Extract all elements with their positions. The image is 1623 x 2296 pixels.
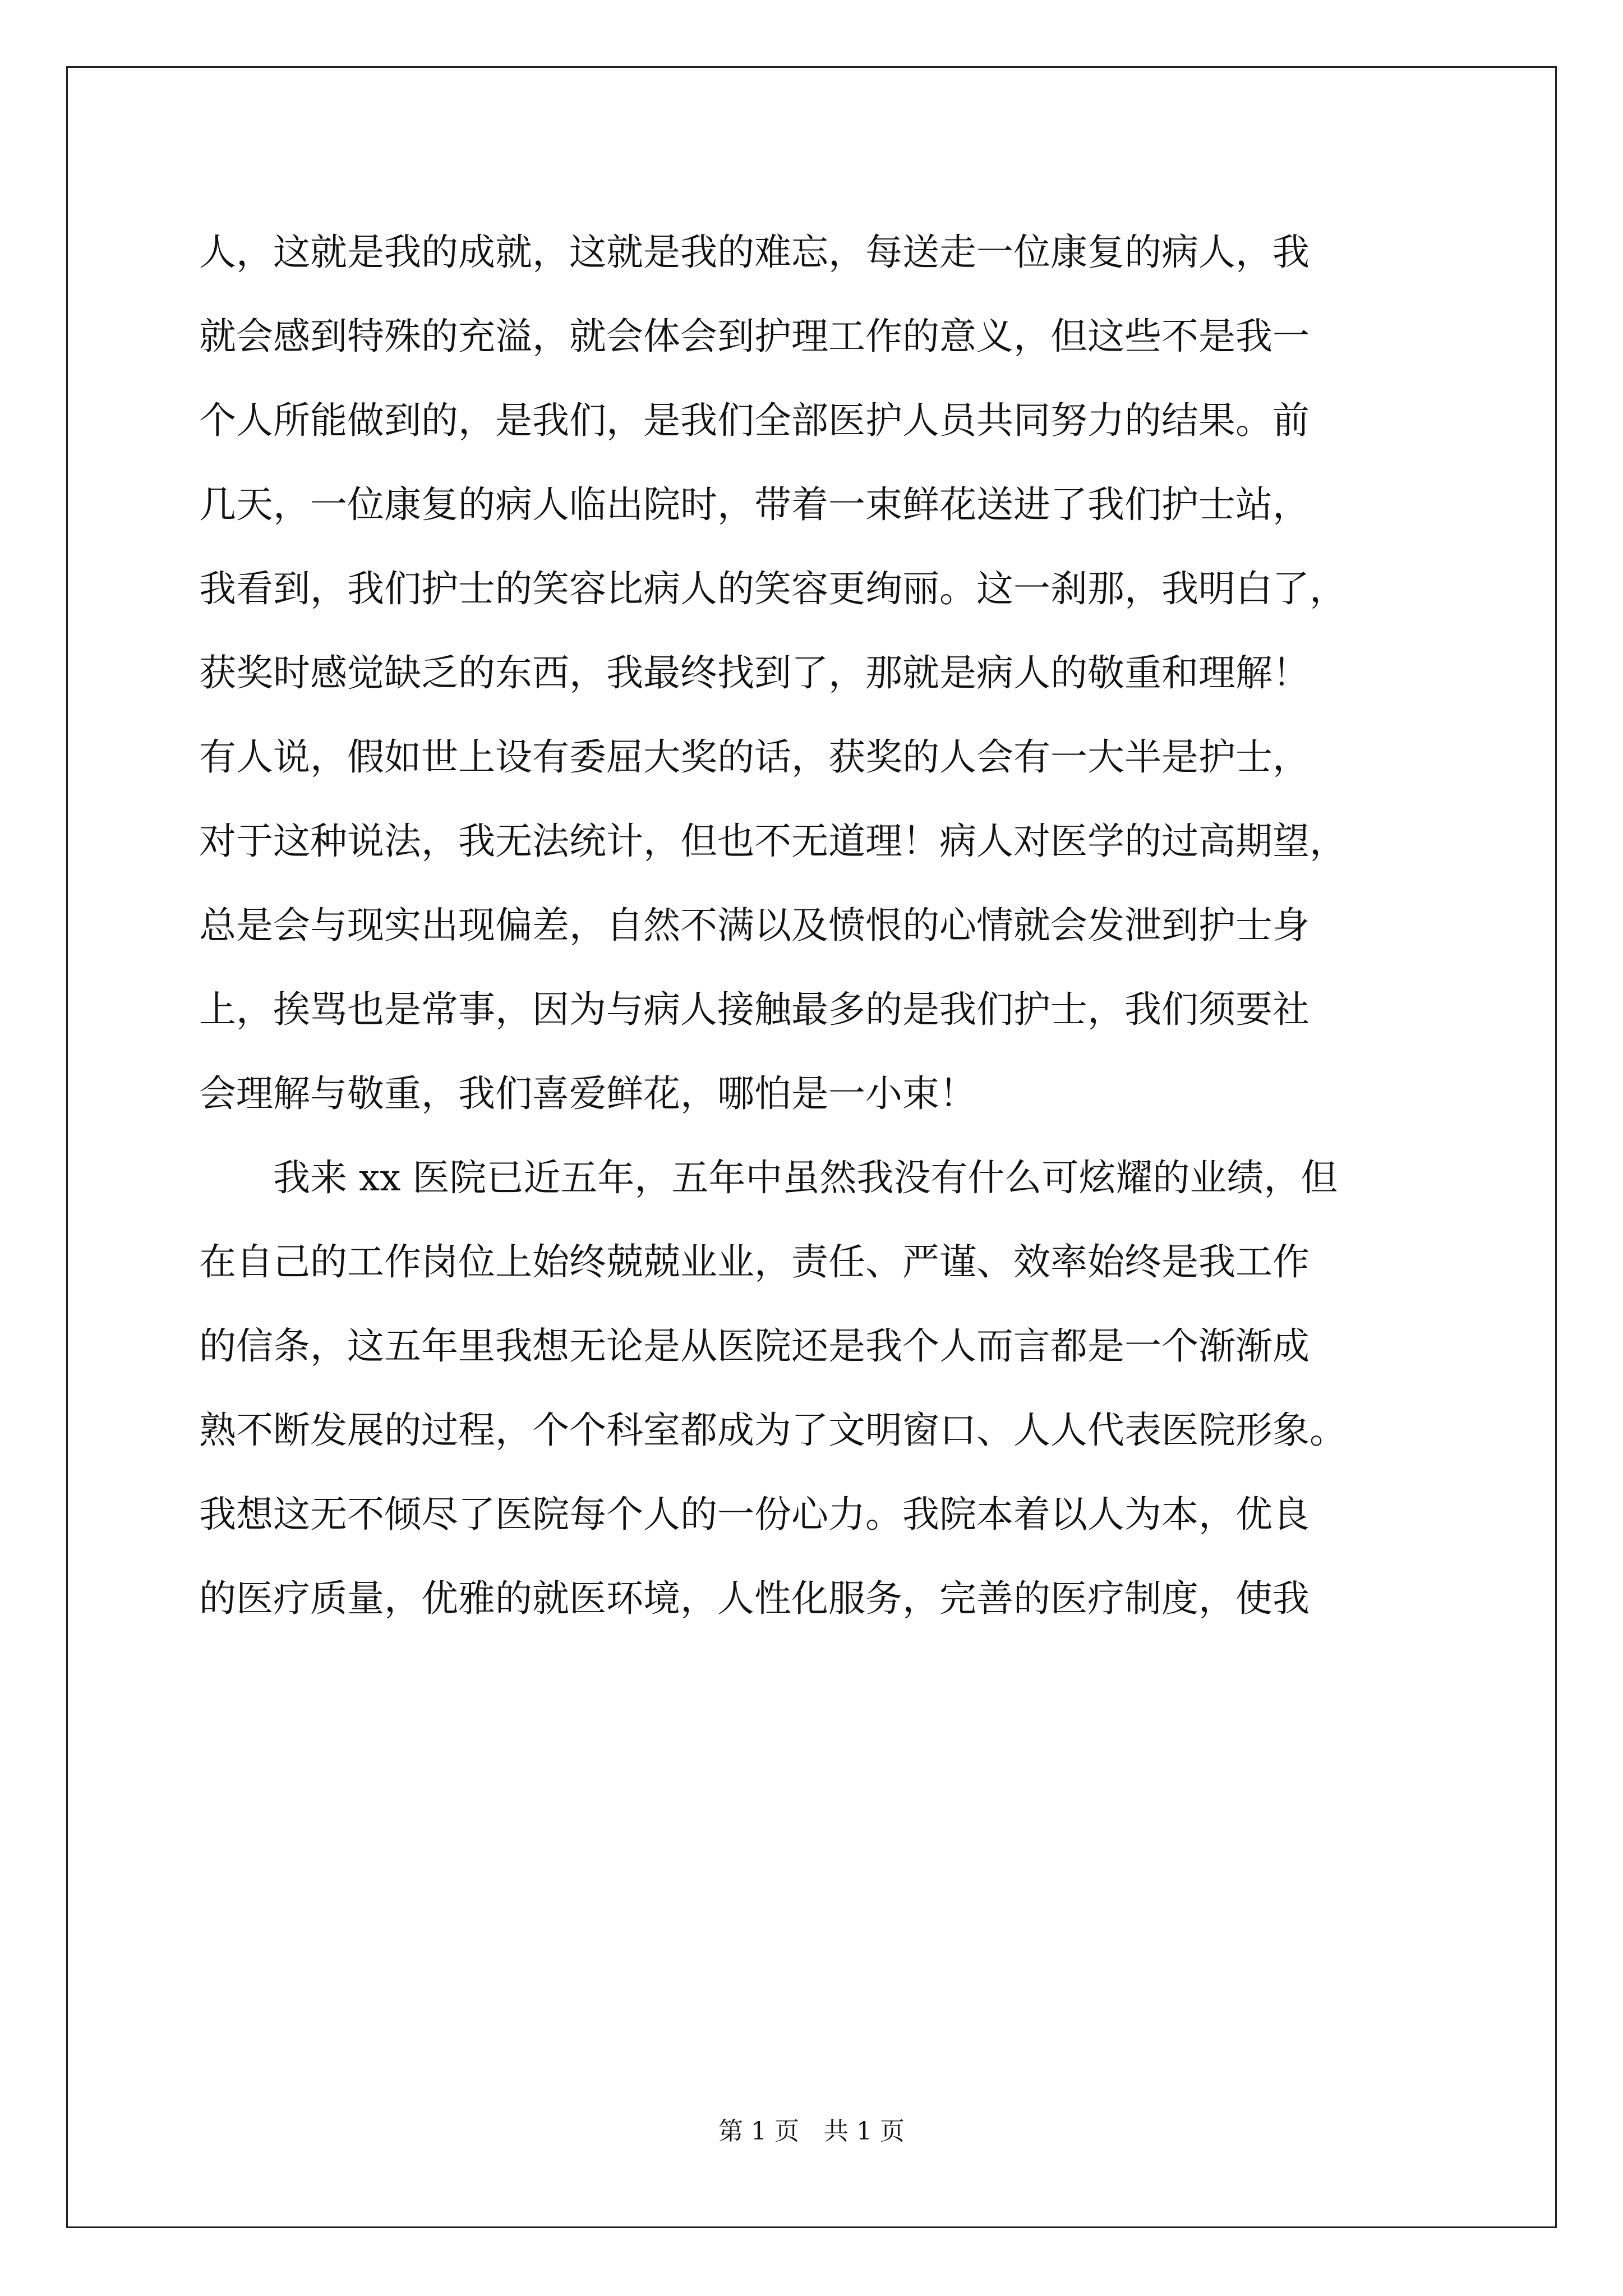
text-line: 个人所能做到的，是我们，是我们全部医护人员共同努力的结果。前	[199, 399, 1310, 442]
text-line: 我看到，我们护士的笑容比病人的笑容更绚丽。这一刹那，我明白了，	[199, 567, 1347, 610]
text-line: 人，这就是我的成就，这就是我的难忘，每送走一位康复的病人，我	[199, 231, 1310, 274]
text-line: 的医疗质量，优雅的就医环境，人性化服务，完善的医疗制度，使我	[199, 1577, 1310, 1620]
text-line: 几天，一位康复的病人临出院时，带着一束鲜花送进了我们护士站，	[199, 483, 1310, 526]
page-border	[66, 66, 1557, 2228]
text-line: 有人说，假如世上设有委屈大奖的话，获奖的人会有一大半是护士，	[199, 735, 1310, 779]
text-line: 对于这种说法，我无法统计，但也不无道理！病人对医学的过高期望，	[199, 820, 1347, 863]
page-number: 第 1 页 共 1 页	[718, 2117, 905, 2146]
text-line: 就会感到特殊的充溢，就会体会到护理工作的意义，但这些不是我一	[199, 315, 1310, 358]
text-line: 在自己的工作岗位上始终兢兢业业，责任、严谨、效率始终是我工作	[199, 1240, 1310, 1283]
text-line: 熟不断发展的过程，个个科室都成为了文明窗口、人人代表医院形象。	[199, 1409, 1347, 1452]
text-line: 会理解与敬重，我们喜爱鲜花，哪怕是一小束！	[199, 1072, 976, 1115]
text-line: 我来 xx 医院已近五年，五年中虽然我没有什么可炫耀的业绩，但	[199, 1156, 1338, 1199]
text-line: 获奖时感觉缺乏的东西，我最终找到了，那就是病人的敬重和理解！	[199, 651, 1310, 694]
text-line: 上，挨骂也是常事，因为与病人接触最多的是我们护士，我们须要社	[199, 988, 1310, 1031]
text-line: 的信条，这五年里我想无论是从医院还是我个人而言都是一个渐渐成	[199, 1324, 1310, 1368]
text-line: 总是会与现实出现偏差，自然不满以及愤恨的心情就会发泄到护士身	[199, 904, 1310, 947]
text-line: 我想这无不倾尽了医院每个人的一份心力。我院本着以人为本，优良	[199, 1493, 1310, 1536]
